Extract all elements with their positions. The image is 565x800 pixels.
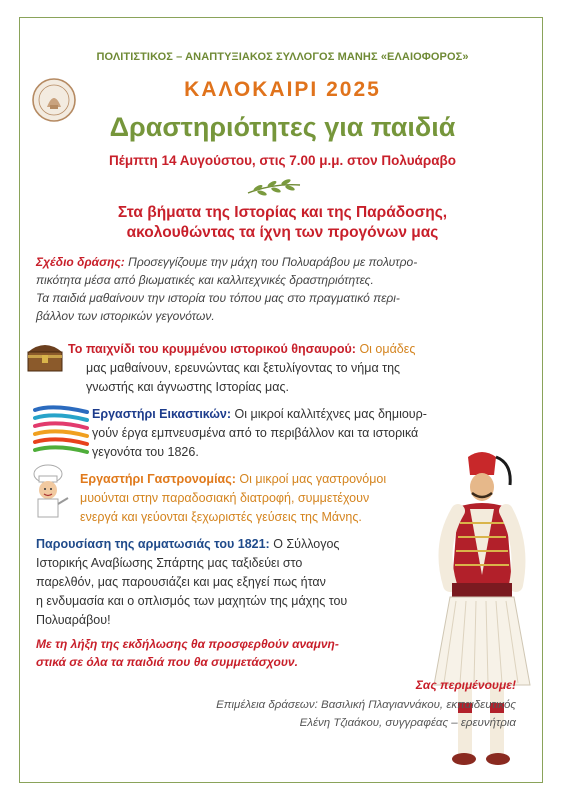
art-line-1: [92, 405, 533, 424]
armor-line-5: Πολυαράβου!: [36, 613, 111, 627]
subtitle-line-1: Στα βήματα της Ιστορίας και της Παράδοσης,: [117, 204, 448, 221]
art-line-2: γούν έργα εμπνευσμένα από το περιβάλλον και τα ιστορικά: [92, 426, 419, 440]
treasure-text-1: Οι ομάδες: [359, 342, 416, 356]
chef-boy-icon: [24, 462, 70, 520]
subtitle-line-2: ακολουθώντας τα ίχνη των προγόνων μας: [126, 224, 439, 241]
treasure-line-2: μας μαθαίνουν, ερευνώντας και ξετυλίγοντας το νήμα της: [86, 361, 401, 375]
olive-branch-icon: [246, 179, 302, 197]
gastro-text-1: Οι μικροί μας γαστρονόμοι: [239, 472, 387, 486]
treasure-title: Το παιχνίδι του κρυμμένου ιστορικού θησαυρού:: [68, 342, 356, 356]
plan-line-4: βάλλον των ιστορικών γεγονότων.: [36, 309, 215, 323]
gastro-line-2: μυούνται στην παραδοσιακή διατροφή, συμμετέχουν: [80, 491, 370, 505]
plan-label: Σχέδιο δράσης:: [36, 255, 125, 269]
art-text-1: Οι μικροί καλλιτέχνες μας δημιουρ-: [234, 407, 427, 421]
gastro-line-3: ενεργά και γεύονται ξεχωριστές γεύσεις της Μάνης.: [80, 510, 362, 524]
gastro-title: Εργαστήρι Γαστρονομίας:: [80, 472, 236, 486]
page-title: Δραστηριότητες για παιδιά: [109, 112, 456, 142]
art-title: Εργαστήρι Εικαστικών:: [92, 407, 232, 421]
treasure-chest-icon: [25, 338, 65, 374]
treasure-line-3: γνωστής και άγνωστης Ιστορίας μας.: [86, 380, 289, 394]
paint-brushes-icon: [33, 402, 89, 454]
credits-line-1: Επιμέλεια δράσεων: Βασιλική Πλαγιαννάκου, εκπαιδευτικός: [216, 699, 516, 711]
plan-line-3: Τα παιδιά μαθαίνουν την ιστορία του τόπου μας στο πραγματικό περι-: [36, 291, 400, 305]
closing-line-1: Με τη λήξη της εκδήλωσης θα προσφερθούν αναμνη-: [36, 637, 339, 651]
armor-line-3: παρελθόν, μας παρουσιάζει και μας εξηγεί πως ήταν: [36, 575, 326, 589]
organization-name: ΠΟΛΙΤΙΣΤΙΚΟΣ – ΑΝΑΠΤΥΞΙΑΚΟΣ ΣΥΛΛΟΓΟΣ ΜΑΝΗΣ «ΕΛΑΙΟΦΟΡΟΣ»: [96, 51, 469, 63]
art-line-3: γεγονότα του 1826.: [92, 445, 199, 459]
armor-line-1: [36, 535, 436, 554]
plan-line-2: πικότητα μέσα από βιωματικές και καλλιτεχνικές δραστηριότητες.: [36, 273, 374, 287]
credits-line-2: Ελένη Τζιαάκου, συγγραφέας – ερευνήτρια: [299, 717, 516, 729]
plan-line-1: [36, 253, 533, 271]
armor-line-2: Ιστορικής Αναβίωσης Σπάρτης μας ταξιδεύει στο: [36, 556, 303, 570]
closing-greeting: Σας περιμένουμε!: [415, 678, 516, 692]
event-date: Πέμπτη 14 Αυγούστου, στις 7.00 μ.μ. στον Πολυάραβο: [109, 153, 456, 168]
armor-title: Παρουσίαση της αρματωσιάς του 1821:: [36, 537, 270, 551]
treasure-line-1: [68, 340, 533, 359]
closing-line-2: στικά σε όλα τα παιδιά που θα συμμετάσχουν.: [36, 655, 298, 669]
season-title: ΚΑΛΟΚΑΙΡΙ 2025: [184, 78, 381, 101]
armor-text-1: Ο Σύλλογος: [273, 537, 340, 551]
armor-line-4: η ενδυμασία και ο οπλισμός των μαχητών της μάχης του: [36, 594, 348, 608]
plan-text-1: Προσεγγίζουμε την μάχη του Πολυαράβου με πολυτρο-: [128, 255, 418, 269]
